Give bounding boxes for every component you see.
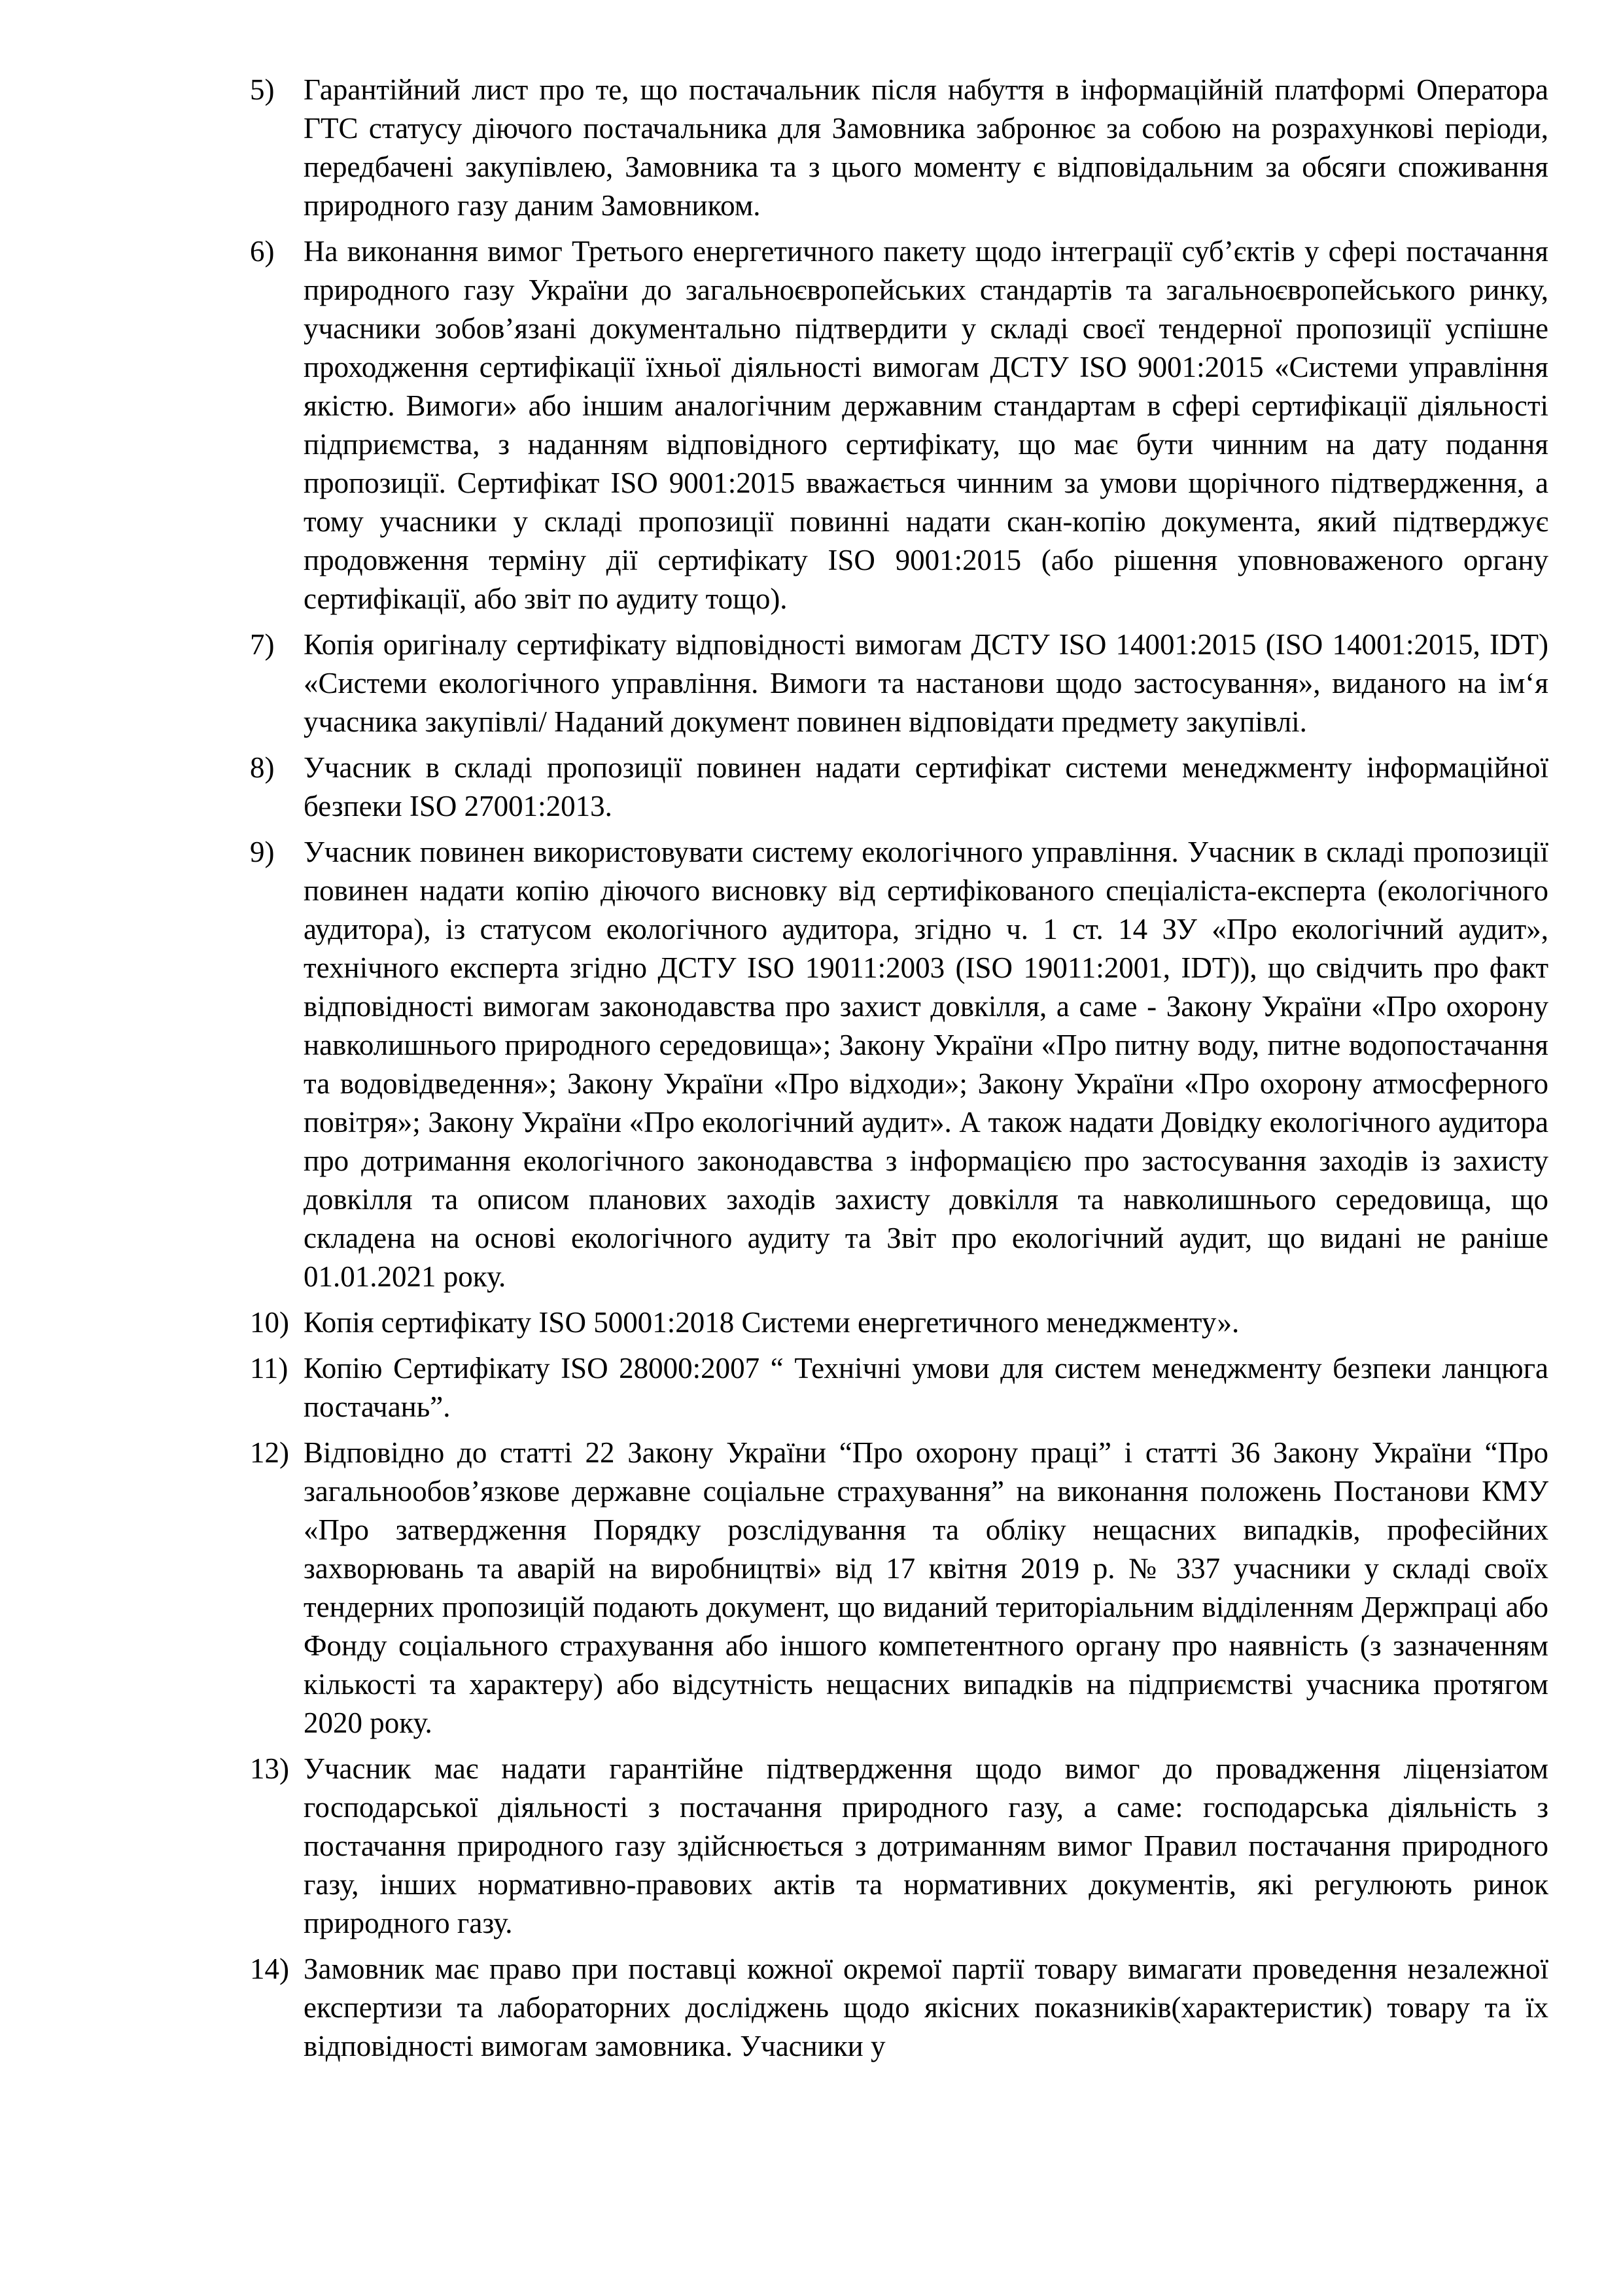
requirements-list [250, 71, 1548, 2073]
item-text: Копія сертифікату ISO 50001:2018 Системи енергетичного менеджменту». [304, 1306, 1240, 1339]
list-item [250, 1349, 1548, 1426]
item-text: Замовник має право при поставці кожної окремої партії товару вимагати проведення незалежної експертизи та лабораторних досліджень щодо якісних показників(характеристик) товару та їх відповідності вимогам замовника. Учасники у [304, 1952, 1548, 2062]
list-item [250, 1434, 1548, 1742]
list-item [250, 749, 1548, 826]
item-number: 11) [250, 1352, 288, 1385]
item-number: 5) [250, 73, 275, 106]
item-number: 6) [250, 235, 275, 268]
item-text: На виконання вимог Третього енергетичного пакету щодо інтеграції суб’єктів у сфері постачання природного газу України до загальноєвропейських стандартів та загальноєвропейського ринку, учасники зобов’язані документально підтвердити у складі своєї тендерної пропозиції успішне проходження сертифікації їхньої діяльності вимогам ДСТУ ISO 9001:2015 «Системи управління якістю. Вимоги» або іншим аналогічним державним стандартам в сфері сертифікації діяльності підприємства, з наданням відповідного сертифікату, що має бути чинним на дату подання пропозиції. Сертифікат ISO 9001:2015 вважається чинним за умови щорічного підтвердження, а тому учасники у складі пропозиції повинні надати скан-копію документа, який підтверджує продовження терміну дії сертифікату ISO 9001:2015 (або рішення уповноваженого органу сертифікації, або звіт по аудиту тощо). [304, 235, 1548, 615]
item-number: 7) [250, 628, 275, 661]
list-item [250, 1950, 1548, 2066]
item-number: 13) [250, 1752, 289, 1785]
item-text: Учасник має надати гарантійне підтвердження щодо вимог до провадження ліцензіатом господарської діяльності з постачання природного газу, а саме: господарська діяльність з постачання природного газу здійснюється з дотриманням вимог Правил постачання природного газу, інших нормативно-правових актів та нормативних документів, які регулюють ринок природного газу. [304, 1752, 1548, 1939]
item-number: 14) [250, 1952, 289, 1985]
list-item [250, 71, 1548, 225]
item-text: Копія оригіналу сертифікату відповідності вимогам ДСТУ ISO 14001:2015 (ISO 14001:2015, IDT) «Системи екологічного управління. Вимоги та настанови щодо застосування», виданого на ім‘я учасника закупівлі/ Наданий документ повинен відповідати предмету закупівлі. [304, 628, 1548, 738]
item-text: Копію Сертифікату ISO 28000:2007 “ Технічні умови для систем менеджменту безпеки ланцюга постачань”. [304, 1352, 1548, 1423]
list-item [250, 1750, 1548, 1943]
item-text: Відповідно до статті 22 Закону України “Про охорону праці” і статті 36 Закону України “Про загальнообов’язкове державне соціальне страхування” на виконання положень Постанови КМУ «Про затвердження Порядку розслідування та обліку нещасних випадків, професійних захворювань та аварій на виробництві» від 17 квітня 2019 р. № 337 учасники у складі своїх тендерних пропозицій подають документ, що виданий територіальним відділенням Держпраці або Фонду соціального страхування або іншого компетентного органу про наявність (з зазначенням кількості та характеру) або відсутність нещасних випадків на підприємстві учасника протягом 2020 року. [304, 1436, 1548, 1739]
item-number: 12) [250, 1436, 289, 1469]
item-text: Гарантійний лист про те, що постачальник після набуття в інформаційній платформі Оператора ГТС статусу діючого постачальника для Замовника забронює за собою на розрахункові періоди, передбачені закупівлею, Замовника та з цього моменту є відповідальним за обсяги споживання природного газу даним Замовником. [304, 73, 1548, 222]
item-number: 10) [250, 1306, 289, 1339]
list-item [250, 626, 1548, 741]
list-item [250, 1303, 1548, 1342]
list-item [250, 833, 1548, 1296]
list-item [250, 232, 1548, 618]
item-number: 8) [250, 751, 275, 784]
item-text: Учасник в складі пропозиції повинен надати сертифікат системи менеджменту інформаційної безпеки ISO 27001:2013. [304, 751, 1548, 822]
item-number: 9) [250, 836, 275, 868]
item-text: Учасник повинен використовувати систему екологічного управління. Учасник в складі пропозиції повинен надати копію діючого висновку від сертифікованого спеціаліста-експерта (екологічного аудитора), із статусом екологічного аудитора, згідно ч. 1 ст. 14 ЗУ «Про екологічний аудит», технічного експерта згідно ДСТУ ISO 19011:2003 (ISO 19011:2001, IDT)), що свідчить про факт відповідності вимогам законодавства про захист довкілля, а саме - Закону України «Про охорону навколишнього природного середовища»; Закону України «Про питну воду, питне водопостачання та водовідведення»; Закону України «Про відходи»; Закону України «Про охорону атмосферного повітря»; Закону України «Про екологічний аудит». А також надати Довідку екологічного аудитора про дотримання екологічного законодавства з інформацією про застосування заходів із захисту довкілля та описом планових заходів захисту довкілля та навколишнього середовища, що складена на основі екологічного аудиту та Звіт про екологічний аудит, що видані не раніше 01.01.2021 року. [304, 836, 1548, 1293]
